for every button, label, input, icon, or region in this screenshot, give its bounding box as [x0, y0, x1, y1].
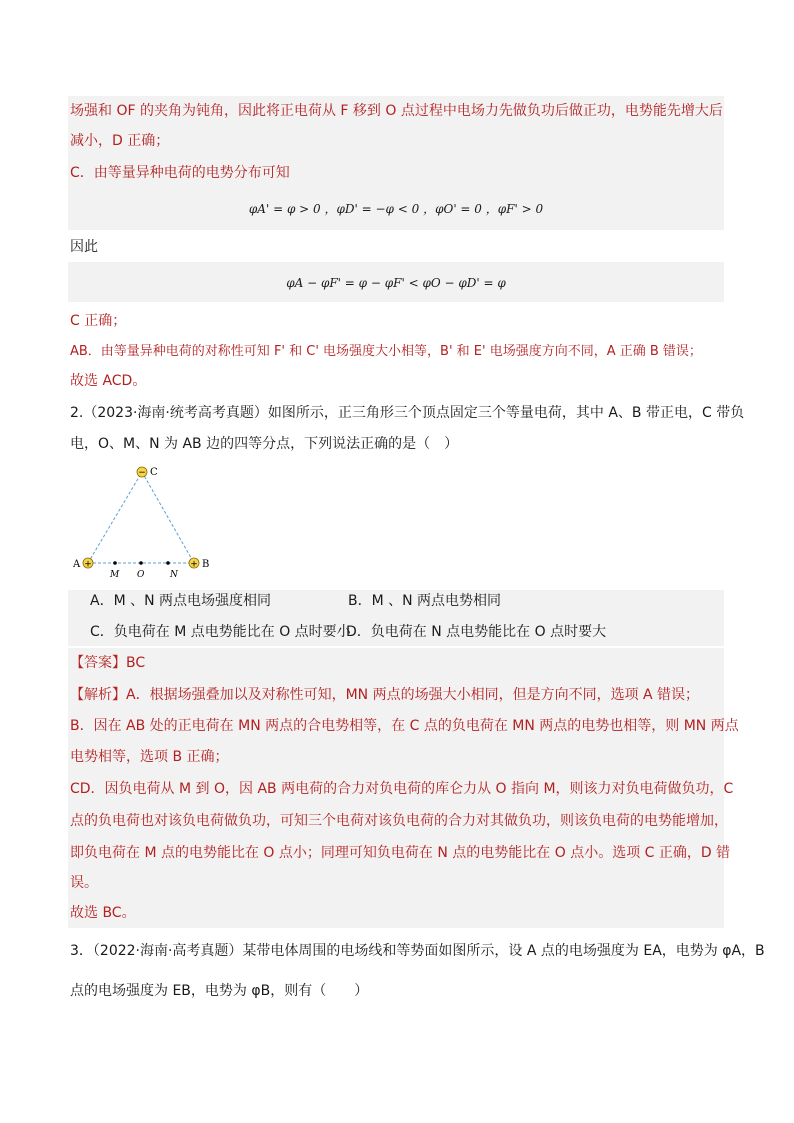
- analysis-line2: B．因在 AB 处的正电荷在 MN 两点的合电势相等，在 C 点的负电荷在 MN 两点的电势也相等，则 MN 两点: [70, 718, 739, 734]
- q3-stem-line1: 3．（2022·海南·高考真题）某带电体周围的电场线和等势面如图所示，设 A 点的电场强度为 EA，电势为 φA，B: [70, 943, 765, 959]
- analysis-line5: 点的负电荷也对该负电荷做负功，可知三个电荷对该负电荷的合力对其做负功，则该负电荷的电势能增加，: [70, 813, 728, 829]
- label-C: C: [150, 467, 158, 478]
- svg-text:−: −: [138, 468, 146, 478]
- analysis-label: 【解析】: [70, 687, 126, 703]
- analysis-line3: 电势相等，选项 B 正确；: [70, 749, 229, 765]
- block1-line5: C 正确；: [70, 313, 127, 329]
- label-O: O: [137, 570, 145, 580]
- q2-stem-line2: 电，O、M、N 为 AB 边的四等分点，下列说法正确的是（ ）: [70, 436, 459, 452]
- option-d[interactable]: D．负电荷在 N 点电势能比在 O 点时要大: [346, 624, 607, 640]
- point-O: [139, 561, 143, 565]
- analysis-line6: 即负电荷在 M 点的电势能比在 O 点小；同理可知负电荷在 N 点的电势能比在 O 点小。选项 C 正确，D 错: [70, 845, 731, 861]
- option-c[interactable]: C．负电荷在 M 点电势能比在 O 点时要小: [90, 624, 351, 640]
- svg-text:+: +: [190, 559, 198, 570]
- equation-2: φA − φF' = φ − φF' < φO − φD' = φ: [286, 276, 506, 290]
- option-b[interactable]: B．M 、N 两点电势相同: [348, 593, 502, 609]
- analysis-text-a: A．根据场强叠加以及对称性可知，MN 两点的场强大小相同，但是方向不同，选项 A 错误；: [126, 687, 700, 703]
- triangle-charge-figure: [70, 462, 220, 582]
- q3-stem-line2: 点的电场强度为 EB，电势为 φB，则有（ ）: [70, 983, 369, 999]
- option-a[interactable]: A．M 、N 两点电场强度相同: [90, 593, 272, 609]
- label-A: A: [73, 559, 81, 570]
- analysis-line1: [70, 684, 699, 706]
- charge-B-positive: [189, 558, 199, 570]
- point-N: [166, 561, 170, 565]
- block1-line4: 因此: [70, 239, 98, 255]
- q2-stem-line1: 2.（2023·海南·统考高考真题）如图所示，正三角形三个顶点固定三个等量电荷，其中 A、B 带正电，C 带负: [70, 405, 745, 421]
- label-M: M: [110, 570, 120, 580]
- label-N: N: [170, 570, 178, 580]
- charge-C-negative: [137, 467, 147, 478]
- equation-1: φA' = φ > 0 ，φD' = −φ < 0 ，φO' = 0 ，φF' > 0: [248, 202, 544, 216]
- charge-A-positive: [83, 558, 93, 570]
- block1-line6: AB．由等量异种电荷的对称性可知 F' 和 C' 电场强度大小相等，B' 和 E' 电场强度方向不同，A 正确 B 错误；: [70, 344, 702, 359]
- block1-line1: 场强和 OF 的夹角为钝角，因此将正电荷从 F 移到 O 点过程中电场力先做负功后做正功，电势能先增大后: [70, 103, 723, 119]
- block1-line7: 故选 ACD。: [70, 373, 147, 389]
- label-B: B: [202, 559, 210, 570]
- analysis-line4: CD．因负电荷从 M 到 O，因 AB 两电荷的合力对负电荷的库仑力从 O 指向 M，则该力对负电荷做负功，C: [70, 781, 734, 797]
- analysis-line8: 故选 BC。: [70, 905, 136, 921]
- block1-line2: 减小，D 正确；: [70, 133, 170, 149]
- answer-line: 【答案】BC: [70, 655, 146, 671]
- block1-line3: C．由等量异种电荷的电势分布可知: [70, 165, 290, 181]
- point-M: [113, 561, 117, 565]
- svg-text:+: +: [84, 559, 92, 570]
- analysis-line7: 误。: [70, 875, 98, 891]
